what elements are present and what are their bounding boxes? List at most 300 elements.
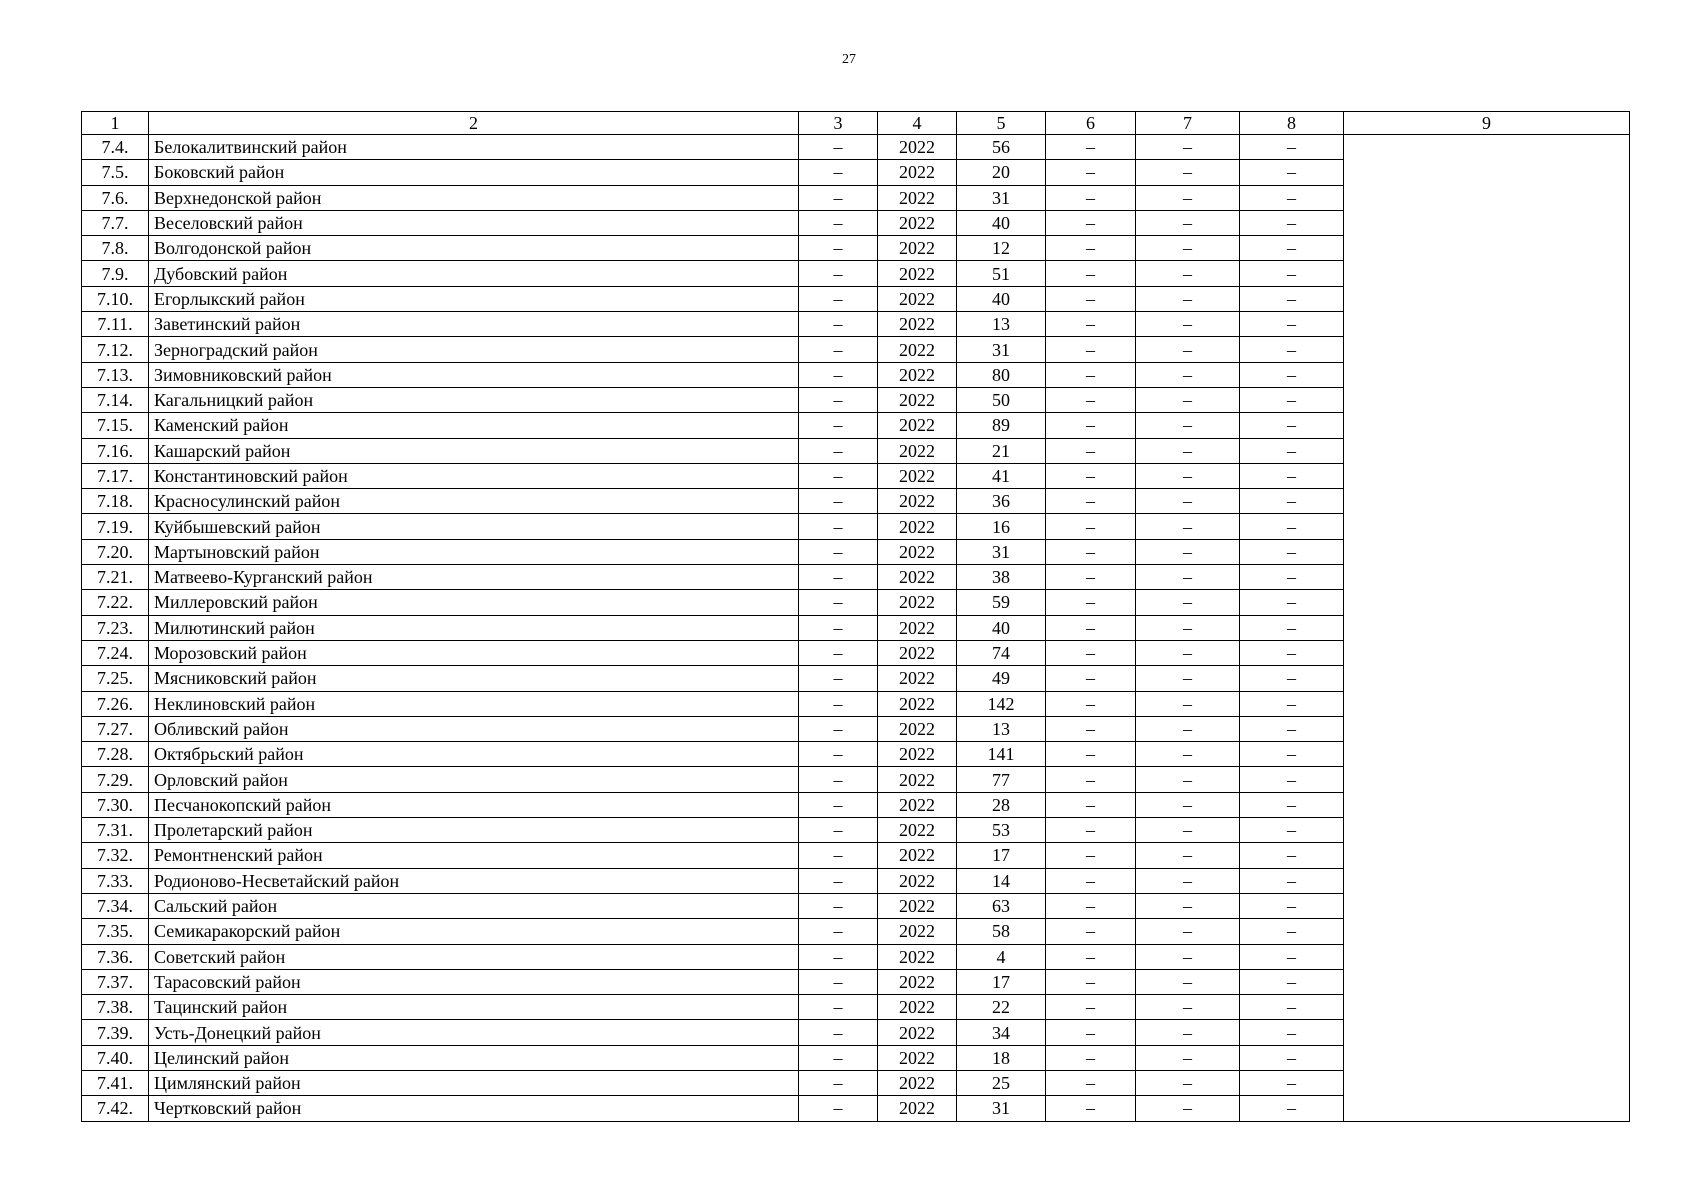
cell-col7: – [1136,1096,1240,1121]
table-row [82,236,1630,261]
column-header: 3 [799,112,878,135]
year-cell: 2022 [878,742,957,767]
value-cell: 31 [957,539,1046,564]
year-cell: 2022 [878,843,957,868]
row-number: 7.34. [82,893,149,918]
row-number: 7.39. [82,1020,149,1045]
cell-col9 [1344,615,1630,640]
cell-col3: – [799,135,878,160]
cell-col8: – [1240,640,1344,665]
table-row [82,615,1630,640]
cell-col6: – [1046,843,1136,868]
year-cell: 2022 [878,767,957,792]
value-cell: 40 [957,210,1046,235]
cell-col8: – [1240,565,1344,590]
cell-col3: – [799,261,878,286]
cell-col3: – [799,868,878,893]
cell-col7: – [1136,969,1240,994]
row-number: 7.10. [82,286,149,311]
cell-col6: – [1046,1070,1136,1095]
year-cell: 2022 [878,539,957,564]
cell-col7: – [1136,286,1240,311]
value-cell: 14 [957,868,1046,893]
cell-col9 [1344,337,1630,362]
district-name: Верхнедонской район [149,185,799,210]
cell-col8: – [1240,236,1344,261]
district-name: Морозовский район [149,640,799,665]
table-row [82,160,1630,185]
cell-col6: – [1046,792,1136,817]
cell-col7: – [1136,261,1240,286]
cell-col9 [1344,236,1630,261]
cell-col3: – [799,640,878,665]
cell-col3: – [799,489,878,514]
value-cell: 13 [957,312,1046,337]
cell-col9 [1344,843,1630,868]
year-cell: 2022 [878,286,957,311]
cell-col8: – [1240,919,1344,944]
cell-col7: – [1136,868,1240,893]
row-number: 7.42. [82,1096,149,1121]
value-cell: 41 [957,463,1046,488]
cell-col8: – [1240,539,1344,564]
cell-col7: – [1136,893,1240,918]
cell-col8: – [1240,716,1344,741]
cell-col9 [1344,691,1630,716]
cell-col9 [1344,387,1630,412]
row-number: 7.28. [82,742,149,767]
cell-col6: – [1046,489,1136,514]
cell-col9 [1344,969,1630,994]
cell-col3: – [799,969,878,994]
table-row [82,995,1630,1020]
district-name: Куйбышевский район [149,514,799,539]
cell-col6: – [1046,995,1136,1020]
value-cell: 63 [957,893,1046,918]
cell-col9 [1344,210,1630,235]
row-number: 7.35. [82,919,149,944]
table-row [82,818,1630,843]
row-number: 7.24. [82,640,149,665]
cell-col7: – [1136,387,1240,412]
year-cell: 2022 [878,261,957,286]
district-name: Песчанокопский район [149,792,799,817]
year-cell: 2022 [878,312,957,337]
table-row [82,742,1630,767]
cell-col7: – [1136,716,1240,741]
cell-col7: – [1136,160,1240,185]
table-row [82,868,1630,893]
year-cell: 2022 [878,1045,957,1070]
column-number-row [82,112,1630,135]
cell-col7: – [1136,210,1240,235]
table-row [82,893,1630,918]
cell-col9 [1344,286,1630,311]
cell-col3: – [799,1070,878,1095]
cell-col8: – [1240,160,1344,185]
cell-col8: – [1240,666,1344,691]
row-number: 7.22. [82,590,149,615]
cell-col8: – [1240,969,1344,994]
cell-col7: – [1136,666,1240,691]
cell-col7: – [1136,565,1240,590]
year-cell: 2022 [878,640,957,665]
cell-col6: – [1046,691,1136,716]
year-cell: 2022 [878,185,957,210]
value-cell: 22 [957,995,1046,1020]
row-number: 7.16. [82,438,149,463]
cell-col8: – [1240,868,1344,893]
year-cell: 2022 [878,387,957,412]
year-cell: 2022 [878,666,957,691]
cell-col8: – [1240,261,1344,286]
cell-col8: – [1240,413,1344,438]
district-name: Советский район [149,944,799,969]
cell-col7: – [1136,337,1240,362]
cell-col9 [1344,261,1630,286]
value-cell: 40 [957,286,1046,311]
cell-col6: – [1046,387,1136,412]
year-cell: 2022 [878,514,957,539]
year-cell: 2022 [878,160,957,185]
cell-col8: – [1240,767,1344,792]
row-number: 7.17. [82,463,149,488]
cell-col9 [1344,160,1630,185]
cell-col9 [1344,919,1630,944]
table-row [82,1045,1630,1070]
cell-col9 [1344,868,1630,893]
value-cell: 59 [957,590,1046,615]
row-number: 7.38. [82,995,149,1020]
cell-col8: – [1240,286,1344,311]
column-header: 4 [878,112,957,135]
district-name: Октябрьский район [149,742,799,767]
year-cell: 2022 [878,362,957,387]
year-cell: 2022 [878,868,957,893]
cell-col3: – [799,893,878,918]
value-cell: 31 [957,185,1046,210]
cell-col8: – [1240,944,1344,969]
cell-col6: – [1046,135,1136,160]
cell-col6: – [1046,1045,1136,1070]
row-number: 7.12. [82,337,149,362]
cell-col6: – [1046,185,1136,210]
cell-col8: – [1240,691,1344,716]
table-row [82,565,1630,590]
cell-col3: – [799,615,878,640]
table-row [82,387,1630,412]
value-cell: 17 [957,969,1046,994]
value-cell: 4 [957,944,1046,969]
table-row [82,1020,1630,1045]
column-header: 9 [1344,112,1630,135]
cell-col6: – [1046,818,1136,843]
cell-col7: – [1136,362,1240,387]
cell-col9 [1344,312,1630,337]
cell-col7: – [1136,919,1240,944]
value-cell: 50 [957,387,1046,412]
cell-col3: – [799,337,878,362]
year-cell: 2022 [878,818,957,843]
year-cell: 2022 [878,463,957,488]
year-cell: 2022 [878,489,957,514]
row-number: 7.37. [82,969,149,994]
table-row [82,539,1630,564]
district-name: Мясниковский район [149,666,799,691]
cell-col9 [1344,995,1630,1020]
table-row [82,792,1630,817]
cell-col8: – [1240,210,1344,235]
cell-col8: – [1240,742,1344,767]
year-cell: 2022 [878,236,957,261]
cell-col8: – [1240,438,1344,463]
table-row [82,716,1630,741]
district-name: Родионово-Несветайский район [149,868,799,893]
table-row [82,337,1630,362]
district-name: Милютинский район [149,615,799,640]
value-cell: 20 [957,160,1046,185]
value-cell: 58 [957,919,1046,944]
district-name: Тарасовский район [149,969,799,994]
cell-col7: – [1136,640,1240,665]
value-cell: 31 [957,1096,1046,1121]
cell-col9 [1344,742,1630,767]
table-row [82,312,1630,337]
district-name: Зерноградский район [149,337,799,362]
cell-col6: – [1046,286,1136,311]
district-name: Ремонтненский район [149,843,799,868]
table-row [82,944,1630,969]
cell-col3: – [799,843,878,868]
cell-col9 [1344,185,1630,210]
cell-col9 [1344,1020,1630,1045]
value-cell: 89 [957,413,1046,438]
year-cell: 2022 [878,716,957,741]
row-number: 7.6. [82,185,149,210]
district-name: Пролетарский район [149,818,799,843]
cell-col9 [1344,818,1630,843]
district-name: Семикаракорский район [149,919,799,944]
district-name: Красносулинский район [149,489,799,514]
year-cell: 2022 [878,438,957,463]
cell-col9 [1344,893,1630,918]
table-row [82,767,1630,792]
value-cell: 80 [957,362,1046,387]
year-cell: 2022 [878,615,957,640]
cell-col3: – [799,160,878,185]
table-row [82,185,1630,210]
district-name: Мартыновский район [149,539,799,564]
cell-col7: – [1136,413,1240,438]
district-name: Усть-Донецкий район [149,1020,799,1045]
cell-col3: – [799,767,878,792]
district-name: Кагальницкий район [149,387,799,412]
cell-col6: – [1046,210,1136,235]
value-cell: 28 [957,792,1046,817]
value-cell: 21 [957,438,1046,463]
value-cell: 18 [957,1045,1046,1070]
district-name: Дубовский район [149,261,799,286]
cell-col3: – [799,210,878,235]
row-number: 7.4. [82,135,149,160]
cell-col6: – [1046,413,1136,438]
cell-col7: – [1136,691,1240,716]
row-number: 7.15. [82,413,149,438]
cell-col3: – [799,1020,878,1045]
value-cell: 49 [957,666,1046,691]
table-row [82,210,1630,235]
year-cell: 2022 [878,944,957,969]
cell-col8: – [1240,362,1344,387]
cell-col9 [1344,1045,1630,1070]
cell-col9 [1344,1070,1630,1095]
cell-col3: – [799,438,878,463]
cell-col8: – [1240,1096,1344,1121]
year-cell: 2022 [878,919,957,944]
value-cell: 13 [957,716,1046,741]
cell-col9 [1344,362,1630,387]
cell-col6: – [1046,716,1136,741]
year-cell: 2022 [878,1020,957,1045]
cell-col8: – [1240,135,1344,160]
cell-col3: – [799,362,878,387]
year-cell: 2022 [878,590,957,615]
cell-col9 [1344,944,1630,969]
table-row [82,843,1630,868]
district-name: Заветинский район [149,312,799,337]
row-number: 7.36. [82,944,149,969]
cell-col9 [1344,666,1630,691]
cell-col6: – [1046,261,1136,286]
row-number: 7.19. [82,514,149,539]
cell-col3: – [799,944,878,969]
row-number: 7.8. [82,236,149,261]
cell-col6: – [1046,514,1136,539]
year-cell: 2022 [878,691,957,716]
value-cell: 51 [957,261,1046,286]
cell-col3: – [799,919,878,944]
table-row [82,286,1630,311]
year-cell: 2022 [878,995,957,1020]
cell-col9 [1344,565,1630,590]
cell-col7: – [1136,1070,1240,1095]
cell-col8: – [1240,337,1344,362]
cell-col7: – [1136,236,1240,261]
district-name: Кашарский район [149,438,799,463]
cell-col7: – [1136,615,1240,640]
row-number: 7.13. [82,362,149,387]
table-row [82,438,1630,463]
cell-col9 [1344,438,1630,463]
column-header: 6 [1046,112,1136,135]
row-number: 7.40. [82,1045,149,1070]
district-name: Чертковский район [149,1096,799,1121]
column-header: 8 [1240,112,1344,135]
table-row [82,691,1630,716]
cell-col7: – [1136,135,1240,160]
cell-col9 [1344,792,1630,817]
table-row [82,919,1630,944]
year-cell: 2022 [878,1070,957,1095]
cell-col8: – [1240,1070,1344,1095]
cell-col3: – [799,539,878,564]
row-number: 7.21. [82,565,149,590]
cell-col6: – [1046,944,1136,969]
cell-col3: – [799,716,878,741]
column-header: 2 [149,112,799,135]
row-number: 7.14. [82,387,149,412]
value-cell: 12 [957,236,1046,261]
cell-col3: – [799,463,878,488]
cell-col9 [1344,463,1630,488]
year-cell: 2022 [878,413,957,438]
column-header: 1 [82,112,149,135]
cell-col3: – [799,514,878,539]
district-name: Тацинский район [149,995,799,1020]
value-cell: 16 [957,514,1046,539]
cell-col6: – [1046,1096,1136,1121]
cell-col7: – [1136,489,1240,514]
year-cell: 2022 [878,135,957,160]
year-cell: 2022 [878,565,957,590]
cell-col3: – [799,818,878,843]
row-number: 7.7. [82,210,149,235]
table-row [82,463,1630,488]
cell-col3: – [799,792,878,817]
row-number: 7.11. [82,312,149,337]
cell-col7: – [1136,995,1240,1020]
cell-col7: – [1136,1045,1240,1070]
cell-col6: – [1046,565,1136,590]
cell-col6: – [1046,312,1136,337]
district-name: Миллеровский район [149,590,799,615]
cell-col8: – [1240,514,1344,539]
cell-col7: – [1136,539,1240,564]
cell-col8: – [1240,387,1344,412]
cell-col3: – [799,691,878,716]
cell-col7: – [1136,463,1240,488]
cell-col7: – [1136,818,1240,843]
page-number: 27 [842,52,856,67]
cell-col9 [1344,640,1630,665]
value-cell: 40 [957,615,1046,640]
cell-col9 [1344,489,1630,514]
cell-col7: – [1136,185,1240,210]
cell-col6: – [1046,640,1136,665]
column-header: 7 [1136,112,1240,135]
cell-col3: – [799,387,878,412]
year-cell: 2022 [878,792,957,817]
table-row [82,1070,1630,1095]
value-cell: 74 [957,640,1046,665]
value-cell: 17 [957,843,1046,868]
row-number: 7.9. [82,261,149,286]
value-cell: 142 [957,691,1046,716]
cell-col6: – [1046,590,1136,615]
cell-col8: – [1240,843,1344,868]
table-row [82,362,1630,387]
cell-col8: – [1240,185,1344,210]
table-row [82,514,1630,539]
value-cell: 77 [957,767,1046,792]
district-name: Веселовский район [149,210,799,235]
table-row [82,666,1630,691]
year-cell: 2022 [878,893,957,918]
row-number: 7.33. [82,868,149,893]
cell-col6: – [1046,767,1136,792]
cell-col8: – [1240,1045,1344,1070]
cell-col3: – [799,666,878,691]
